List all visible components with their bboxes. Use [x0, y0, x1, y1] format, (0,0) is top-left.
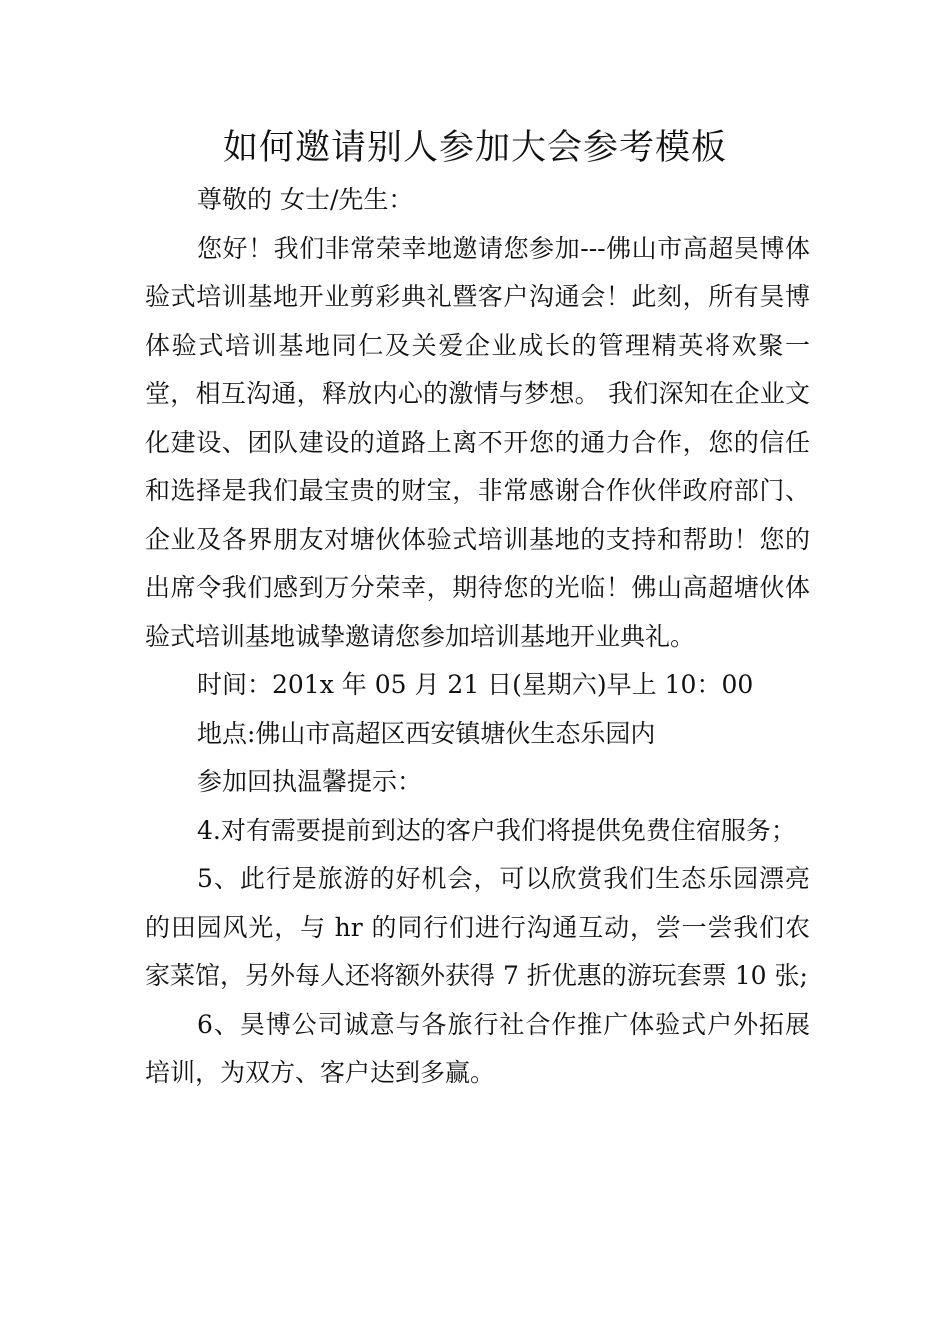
salutation: 尊敬的 女士/先生： [197, 185, 414, 214]
reminder-item-4: 4.对有需要提前到达的客户我们将提供免费住宿服务； [197, 815, 796, 845]
document-title: 如何邀请别人参加大会参考模板 [222, 128, 727, 168]
reminder-item-6: 6、昊博公司诚意与各旅行社合作推广体验式户外拓展培训，为双方、客户达到多赢。 [145, 1009, 810, 1087]
event-time: 时间：201x 年 05 月 21 日(星期六)早上 10：00 [197, 670, 754, 699]
reminder-heading: 参加回执温馨提示： [197, 767, 423, 796]
paragraph-main: 您好！我们非常荣幸地邀请您参加---佛山市高超昊博体验式培训基地开业剪彩典礼暨客户沟通会！此刻，所有昊博体验式培训基地同仁及关爱企业成长的管理精英将欢聚一堂，相互沟通，释放内心的激情与梦想。 我们深知在企业文化建设、团队建设的道路上离不开您的通力合作，您的信任和选择是我们最宝贵的财宝，非常感谢合作伙伴政府部门、企业及各界朋友对塘伙体验式培训基地的支持和帮助！您的出席令我们感到万分荣幸，期待您的光临！佛山高超塘伙体验式培训基地诚挚邀请您参加培训基地开业典礼。 [145, 233, 810, 651]
event-location: 地点:佛山市高超区西安镇塘伙生态乐园内 [197, 718, 656, 748]
reminder-item-5: 5、此行是旅游的好机会，可以欣赏我们生态乐园漂亮的田园风光，与 hr 的同行们进行沟通互动，尝一尝我们农家菜馆，另外每人还将额外获得 7 折优惠的游玩套票 10 张; [145, 864, 810, 990]
document-body [145, 176, 810, 1098]
